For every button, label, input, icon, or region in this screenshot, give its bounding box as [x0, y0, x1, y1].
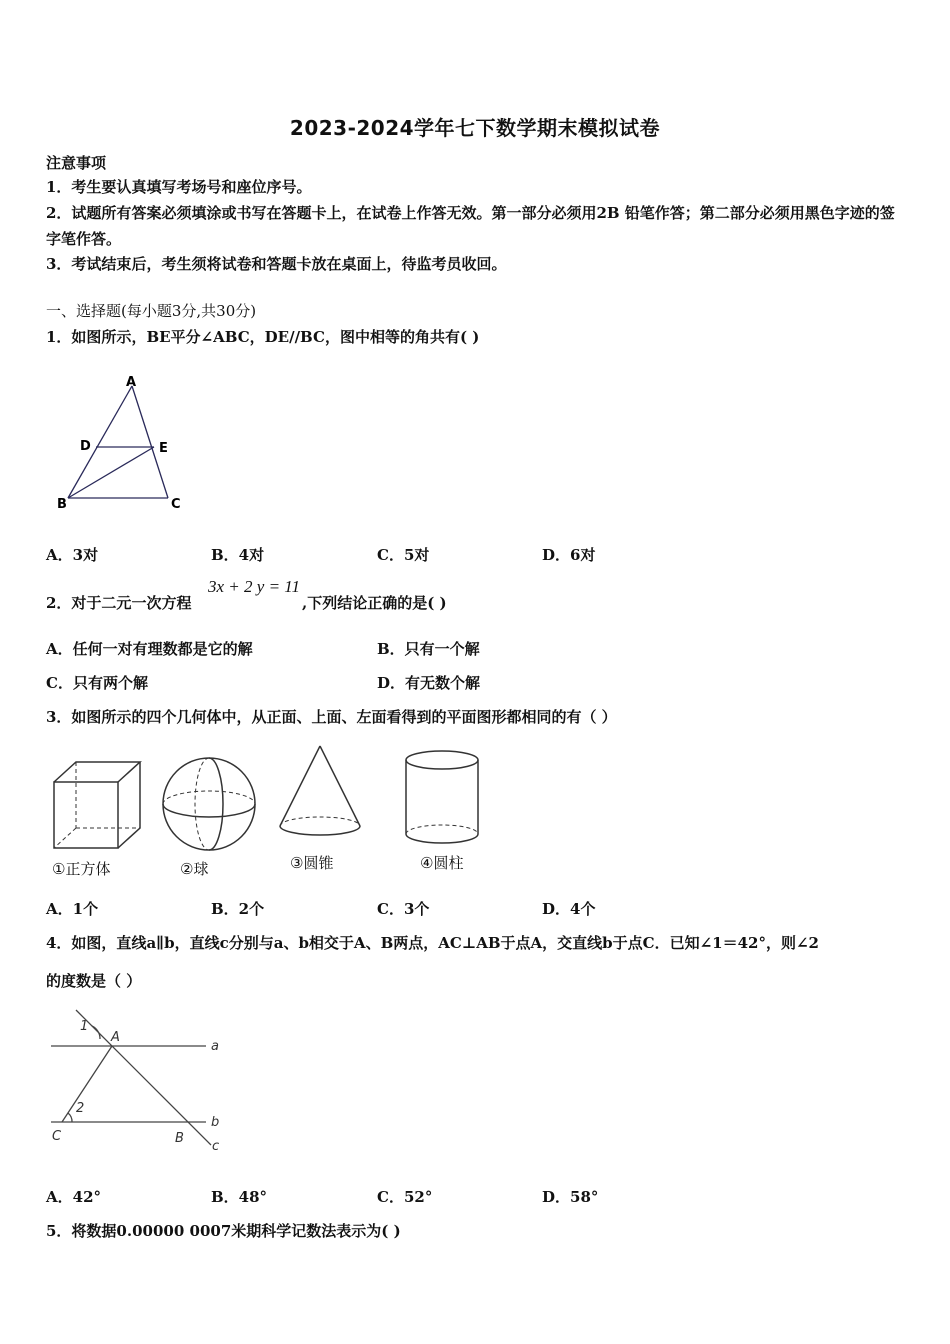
- notice-item-1: 1．考生要认真填写考场号和座位序号。: [46, 178, 312, 196]
- q4-parallel-lines-figure: [46, 1005, 236, 1155]
- line-c: [76, 1010, 211, 1145]
- caption-cone: ③圆锥: [290, 854, 334, 872]
- caption-sphere: ②球: [180, 860, 209, 878]
- caption-cylinder: ④圆柱: [420, 854, 464, 872]
- label-line-c: c: [212, 1139, 220, 1154]
- segment-ac: [62, 1046, 112, 1122]
- q2-option-d: D．有无数个解: [377, 674, 481, 692]
- q5-text: 5．将数据0.00000 0007米期科学记数法表示为( ): [46, 1222, 401, 1240]
- q2-option-a: A．任何一对有理数都是它的解: [46, 640, 253, 658]
- label-d: D: [80, 439, 91, 454]
- q3-option-c: C．3个: [377, 900, 430, 918]
- notice-item-3: 3．考试结束后，考生须将试卷和答题卡放在桌面上，待监考员收回。: [46, 255, 507, 273]
- q1-option-a: A．3对: [46, 546, 99, 564]
- cube-shape: [54, 762, 140, 848]
- q3-text: 3．如图所示的四个几何体中，从正面、上面、左面看得到的平面图形都相同的有（ ）: [46, 708, 617, 726]
- cylinder-shape: [406, 751, 478, 843]
- label-line-b: b: [211, 1115, 220, 1130]
- label-a: A: [126, 375, 137, 390]
- cone-shape: [280, 746, 360, 835]
- label-c: C: [171, 497, 181, 512]
- q4-option-b: B．48°: [211, 1188, 268, 1206]
- q2-prefix: 2．对于二元一次方程: [46, 594, 192, 612]
- q1-text: 1．如图所示，BE平分∠ABC，DE//BC，图中相等的角共有( ): [46, 328, 480, 346]
- segment-ab: [68, 386, 132, 498]
- q3-option-b: B．2个: [211, 900, 265, 918]
- notice-item-2: 2．试题所有答案必须填涂或书写在答题卡上，在试卷上作答无效。第一部分必须用2B 铅笔作答；第二部分必须用黑色字迹的签字笔作答。: [46, 204, 895, 248]
- label-angle-2: 2: [76, 1101, 85, 1116]
- q4-option-a: A．42°: [46, 1188, 102, 1206]
- q1-triangle-figure: [50, 370, 200, 515]
- q3-option-a: A．1个: [46, 900, 99, 918]
- segment-be: [68, 447, 154, 498]
- q2-option-b: B．只有一个解: [377, 640, 480, 658]
- sphere-shape: [163, 758, 255, 850]
- q4-line1: 4．如图，直线a∥b，直线c分别与a、b相交于A、B两点，AC⊥AB于点A，交直线b于点C．已知∠1＝42°，则∠2: [46, 934, 819, 952]
- section-heading: 一、选择题(每小题3分,共30分): [46, 302, 257, 320]
- label-b: B: [57, 497, 67, 512]
- q4-option-d: D．58°: [542, 1188, 599, 1206]
- q2-equation: 3x + 2 y = 11: [208, 577, 301, 596]
- caption-cube: ①正方体: [52, 860, 111, 878]
- q3-option-d: D．4个: [542, 900, 596, 918]
- label-a-point: A: [111, 1030, 120, 1045]
- page-title: 2023-2024学年七下数学期末模拟试卷: [289, 116, 661, 140]
- angle-2-arc: [68, 1113, 72, 1122]
- q4-option-c: C．52°: [377, 1188, 433, 1206]
- label-b-point: B: [175, 1131, 184, 1146]
- q1-option-b: B．4对: [211, 546, 265, 564]
- q1-option-d: D．6对: [542, 546, 596, 564]
- label-c-point: C: [52, 1129, 62, 1144]
- q2-option-c: C．只有两个解: [46, 674, 148, 692]
- q2-suffix: ,下列结论正确的是( ): [302, 594, 447, 612]
- q4-line2: 的度数是（ ）: [46, 972, 142, 990]
- label-line-a: a: [211, 1039, 219, 1054]
- label-angle-1: 1: [80, 1019, 89, 1034]
- q1-option-c: C．5对: [377, 546, 430, 564]
- label-e: E: [159, 441, 168, 456]
- notice-heading: 注意事项: [46, 154, 107, 172]
